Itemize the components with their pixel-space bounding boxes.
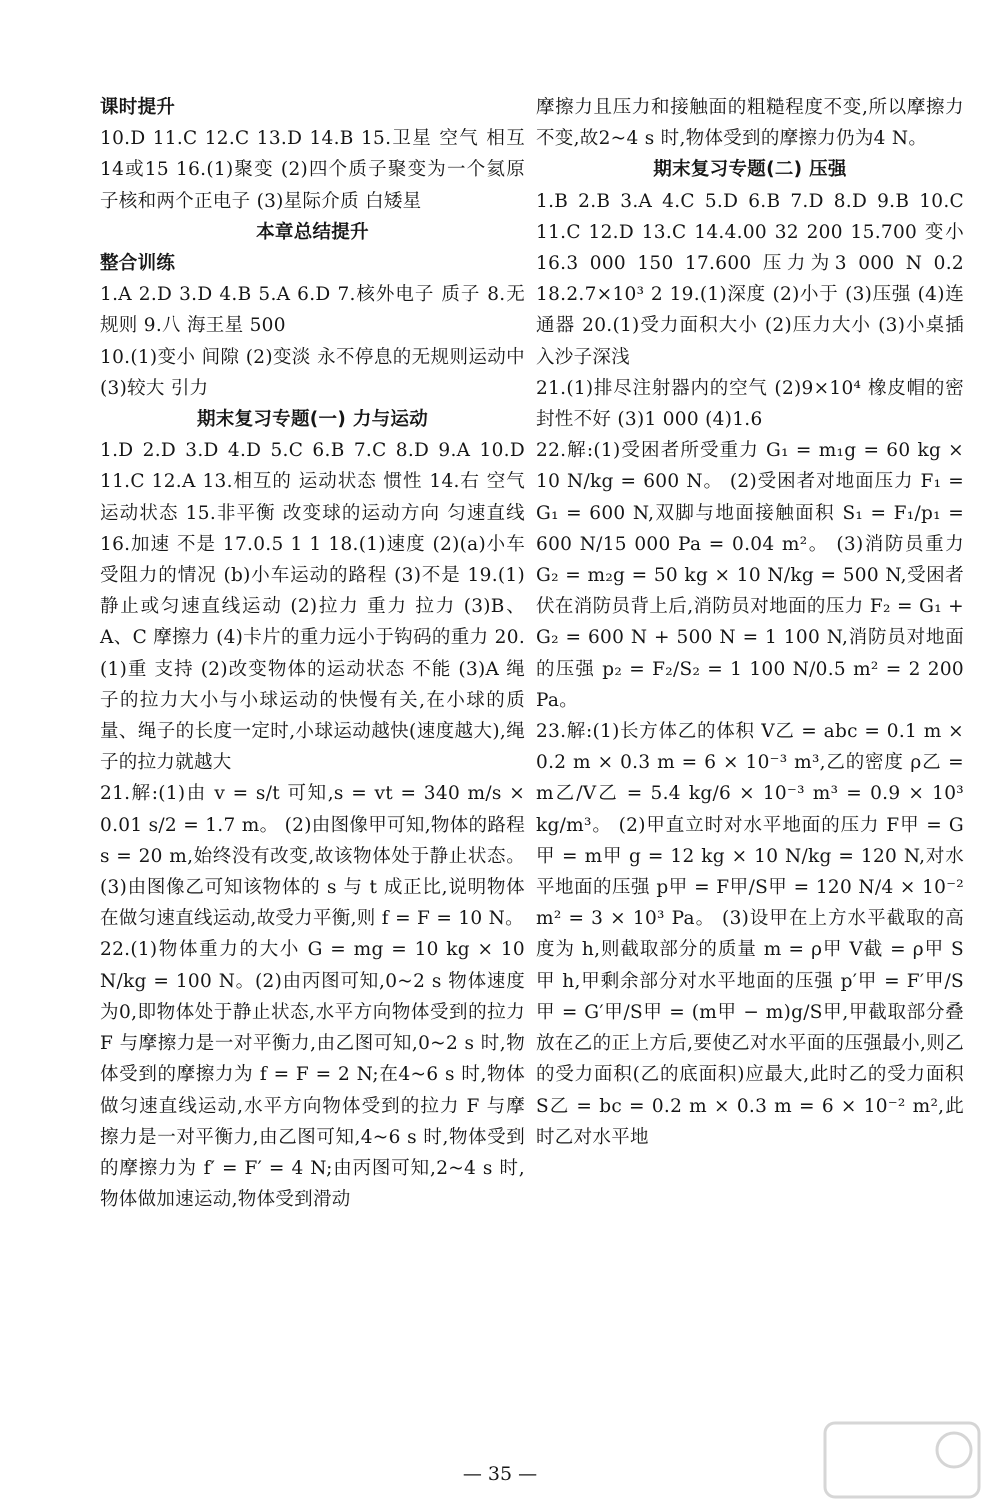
- answer-paragraph: 22.(1)物体重力的大小 G = mg = 10 kg × 10 N/kg = 100 N。(2)由丙图可知,0~2 s 物体速度为0,即物体处于静止状态,水平方向物体受到的拉力 F 与摩擦力是一对平衡力,由乙图可知,0~2 s 时,物体受到的摩擦力为 f = F = 2 N;在4~6 s 时,物体做匀速直线运动,水平方向物体受到的拉力 F 与摩擦力是一对平衡力,由乙图可知,4~6 s 时,物体受到的摩擦力为 f′ = F′ = 4 N;由丙图可知,2~4 s 时,物体做加速运动,物体受到滑动: [100, 939, 525, 1211]
- answer-paragraph: 21.解:(1)由 v = s/t 可知,s = vt = 340 m/s × 0.01 s/2 = 1.7 m。 (2)由图像甲可知,物体的路程 s = 20 m,始终没有改变,故该物体处于静止状态。 (3)由图像乙可知该物体的 s 与 t 成正比,说明物体在做匀速直线运动,故受力平衡,则 f = F = 10 N。: [100, 783, 525, 930]
- page-number: — 35 —: [462, 1463, 538, 1485]
- section-heading: 本章总结提升: [256, 221, 369, 243]
- section-heading: 课时提升: [100, 97, 176, 118]
- section-heading: 整合训练: [100, 253, 176, 275]
- watermark-logo: [822, 1420, 982, 1500]
- answer-paragraph: 23.解:(1)长方体乙的体积 V乙 = abc = 0.1 m × 0.2 m × 0.3 m = 6 × 10⁻³ m³,乙的密度 ρ乙 = m乙/V乙 = 5.4 kg/6 × 10⁻³ m³ = 0.9 × 10³ kg/m³。 (2)甲直立时对水平地面的压力 F甲 = G甲 = m甲 g = 12 kg × 10 N/kg = 120 N,对水平地面的压强 p甲 = F甲/S甲 = 120 N/4 × 10⁻² m² = 3 × 10³ Pa。 (3)设甲在上方水平截取的高度为 h,则截取部分的质量 m = ρ甲 V截 = ρ甲 S甲 h,甲剩余部分对水平地面的压强 p′甲 = F′甲/S甲 = G′甲/S甲 = (m甲 − m)g/S甲,甲截取部分叠放在乙的正上方后,要使乙对水平面的压强最小,则乙的受力面积(乙的底面积)应最大,此时乙的受力面积 S乙 = bc = 0.2 m × 0.3 m = 6 × 10⁻² m²,此时乙对水平地: [536, 721, 964, 1148]
- answer-paragraph: 摩擦力且压力和接触面的粗糙程度不变,所以摩擦力不变,故2~4 s 时,物体受到的摩擦力仍为4 N。: [536, 97, 964, 150]
- answer-paragraph: 22.解:(1)受困者所受重力 G₁ = m₁g = 60 kg × 10 N/kg = 600 N。 (2)受困者对地面压力 F₁ = G₁ = 600 N,双脚与地面接触面积 S₁ = F₁/p₁ = 600 N/15 000 Pa = 0.04 m²。 (3)消防员重力 G₂ = m₂g = 50 kg × 10 N/kg = 500 N,受困者伏在消防员背上后,消防员对地面的压力 F₂ = G₁ + G₂ = 600 N + 500 N = 1 100 N,消防员对地面的压强 p₂ = F₂/S₂ = 1 100 N/0.5 m² = 2 200 Pa。: [536, 440, 964, 711]
- right-column: [536, 92, 964, 1153]
- left-column: [100, 92, 525, 1215]
- section-heading: 期末复习专题(二) 压强: [653, 159, 847, 181]
- answer-paragraph: 1.D 2.D 3.D 4.D 5.C 6.B 7.C 8.D 9.A 10.D 11.C 12.A 13.相互的 运动状态 惯性 14.右 空气 运动状态 15.非平衡 改变球的运动方向 匀速直线 16.加速 不是 17.0.5 1 1 18.(1)速度 (2)(a)小车受阻力的情况 (b)小车运动的路程 (3)不是 19.(1)静止或匀速直线运动 (2)拉力 重力 拉力 (3)B、A、C 摩擦力 (4)卡片的重力远小于钩码的重力 20.(1)重 支持 (2)改变物体的运动状态 不能 (3)A 绳子的拉力大小与小球运动的快慢有关,在小球的质量、绳子的长度一定时,小球运动越快(速度越大),绳子的拉力就越大: [100, 440, 525, 774]
- answer-paragraph: 1.A 2.D 3.D 4.B 5.A 6.D 7.核外电子 质子 8.无规则 9.八 海王星 500: [100, 284, 525, 337]
- answer-paragraph: 21.(1)排尽注射器内的空气 (2)9×10⁴ 橡皮帽的密封性不好 (3)1 000 (4)1.6: [536, 377, 964, 431]
- section-heading: 期末复习专题(一) 力与运动: [196, 409, 429, 431]
- answer-paragraph: 10.D 11.C 12.C 13.D 14.B 15.卫星 空气 相互 14或15 16.(1)聚变 (2)四个质子聚变为一个氦原子核和两个正电子 (3)星际介质 白矮星: [100, 128, 525, 212]
- answer-paragraph: 10.(1)变小 间隙 (2)变淡 永不停息的无规则运动中 (3)较大 引力: [100, 346, 525, 399]
- answer-paragraph: 1.B 2.B 3.A 4.C 5.D 6.B 7.D 8.D 9.B 10.C 11.C 12.D 13.C 14.4.00 32 200 15.700 变小 16.3 000 150 17.600 压力为3 000 N 0.2 18.2.7×10³ 2 19.(1)深度 (2)小于 (3)压强 (4)连通器 20.(1)受力面积大小 (2)压力大小 (3)小桌插入沙子深浅: [536, 190, 964, 368]
